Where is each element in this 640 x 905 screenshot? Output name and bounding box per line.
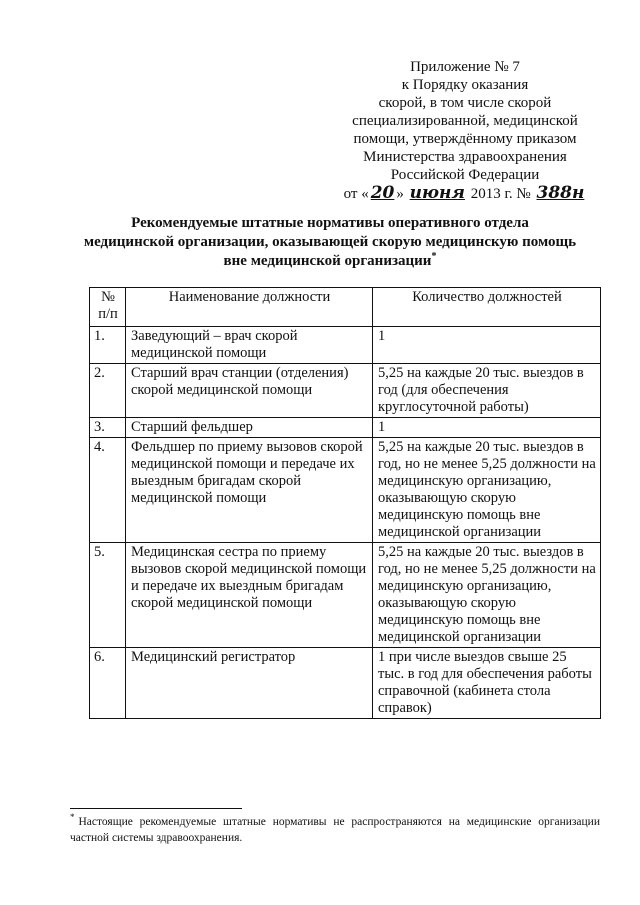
table-row bbox=[90, 543, 601, 648]
row-number: 2. bbox=[90, 364, 126, 418]
header-line: помощи, утверждённому приказом bbox=[353, 131, 577, 147]
row-count: 5,25 на каждые 20 тыс. выездов в год, но не менее 5,25 должности на медицинскую организацию, оказывающую скорую медицинскую помощь вне медицинской организации bbox=[373, 543, 601, 648]
appendix-header bbox=[330, 58, 600, 203]
table-row bbox=[90, 648, 601, 719]
row-count: 1 bbox=[373, 418, 601, 438]
row-position: Старший врач станции (отделения) скорой медицинской помощи bbox=[126, 364, 373, 418]
table-row bbox=[90, 364, 601, 418]
header-position: Наименование должности bbox=[126, 288, 373, 327]
row-position: Заведующий – врач скорой медицинской помощи bbox=[126, 327, 373, 364]
table-row bbox=[90, 418, 601, 438]
title-line-text: вне медицинской организации bbox=[223, 253, 432, 269]
row-number: 3. bbox=[90, 418, 126, 438]
date-prefix: от « bbox=[343, 186, 369, 202]
header-line: специализированной, медицинской bbox=[352, 113, 578, 129]
header-line: Министерства здравоохранения bbox=[363, 149, 567, 165]
row-position: Медицинский регистратор bbox=[126, 648, 373, 719]
title-line: медицинской организации, оказывающей скорую медицинскую помощь bbox=[83, 234, 577, 250]
title-line: Рекомендуемые штатные нормативы оперативного отдела bbox=[131, 215, 529, 231]
order-date-line bbox=[330, 184, 600, 203]
row-position: Фельдшер по приему вызовов скорой медицинской помощи и передаче их выездным бригадам скорой медицинской помощи bbox=[126, 438, 373, 543]
footnote-text: Настоящие рекомендуемые штатные нормативы не распространяются на медицинские организации частной системы здравоохранения. bbox=[70, 816, 600, 844]
date-sep: » bbox=[396, 186, 404, 202]
header-count: Количество должностей bbox=[373, 288, 601, 327]
table-row bbox=[90, 327, 601, 364]
date-month: июня bbox=[409, 183, 465, 203]
title-footnote-mark: * bbox=[431, 251, 437, 262]
row-position: Медицинская сестра по приему вызовов скорой медицинской помощи и передаче их выездным бригадам скорой медицинской помощи bbox=[126, 543, 373, 648]
staffing-table bbox=[89, 287, 601, 719]
header-line: скорой, в том числе скорой bbox=[378, 95, 552, 111]
row-number: 6. bbox=[90, 648, 126, 719]
row-count: 1 при числе выездов свыше 25 тыс. в год для обеспечения работы справочной (кабинета стола справок) bbox=[373, 648, 601, 719]
order-number: 388н bbox=[536, 183, 585, 203]
date-year: 2013 г. № bbox=[470, 186, 531, 202]
header-line: к Порядку оказания bbox=[401, 77, 529, 93]
header-line: Российской Федерации bbox=[390, 167, 540, 183]
title-line bbox=[70, 252, 590, 271]
header-number: № п/п bbox=[90, 288, 126, 327]
row-count: 5,25 на каждые 20 тыс. выездов в год (для обеспечения круглосуточной работы) bbox=[373, 364, 601, 418]
table-row bbox=[90, 438, 601, 543]
footnote-mark: * bbox=[70, 812, 75, 823]
header-line: Приложение № 7 bbox=[410, 59, 520, 75]
row-number: 4. bbox=[90, 438, 126, 543]
date-day: 20 bbox=[370, 183, 395, 203]
row-count: 1 bbox=[373, 327, 601, 364]
row-count: 5,25 на каждые 20 тыс. выездов в год, но не менее 5,25 должности на медицинскую организацию, оказывающую скорую медицинскую помощь вне медицинской организации bbox=[373, 438, 601, 543]
table-header-row bbox=[90, 288, 601, 327]
document-title bbox=[70, 214, 590, 271]
footnote-divider bbox=[70, 808, 242, 809]
footnote bbox=[70, 814, 600, 846]
row-number: 1. bbox=[90, 327, 126, 364]
row-number: 5. bbox=[90, 543, 126, 648]
row-position: Старший фельдшер bbox=[126, 418, 373, 438]
